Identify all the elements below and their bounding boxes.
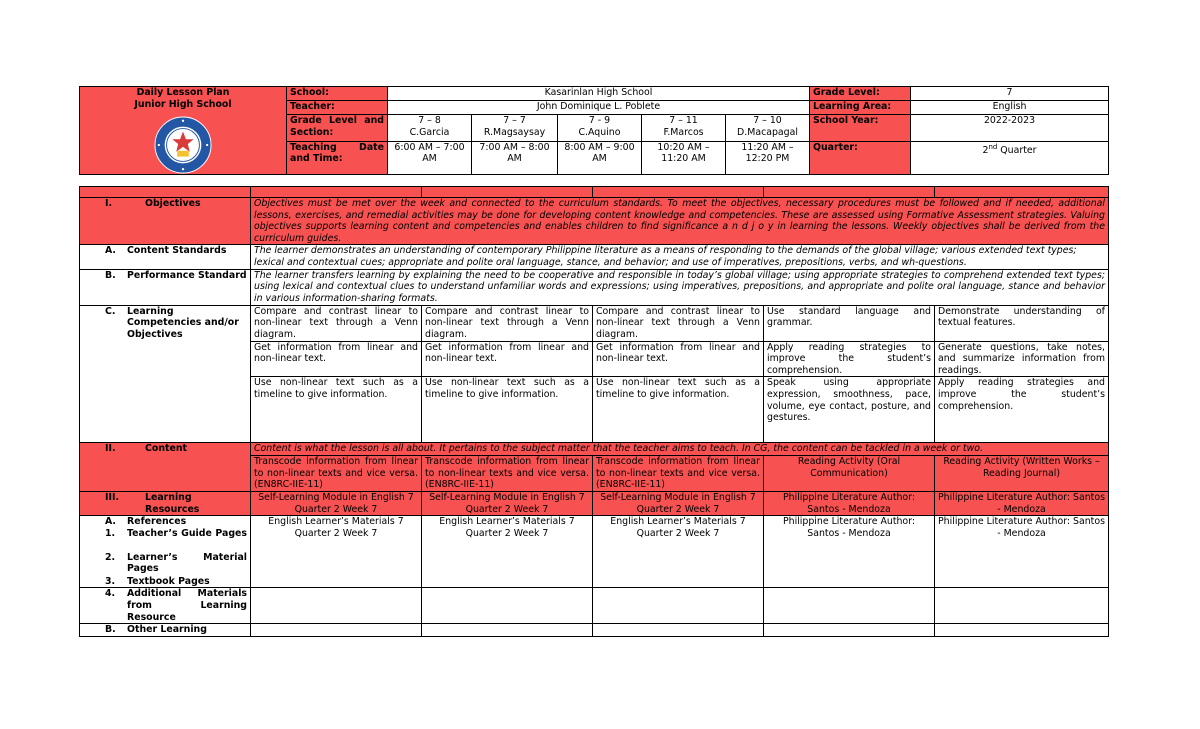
section-cell: 7 – 8 C.Garcia — [388, 114, 472, 141]
resource-cell: Self-Learning Module in English 7 Quarter 2 Week 7 — [422, 491, 593, 515]
deped-seal-logo — [154, 116, 212, 174]
header-blank-cell — [80, 187, 251, 198]
empty-cell — [764, 588, 935, 624]
competency-cell: Generate questions, take notes, and summarize information from readings. — [935, 341, 1109, 377]
textbook-pages-label: 3. Textbook Pages — [80, 576, 251, 588]
empty-cell — [764, 624, 935, 637]
title-line2: Junior High School — [134, 98, 232, 110]
learning-area-value: English — [911, 100, 1109, 114]
references-label: A. References — [80, 516, 251, 528]
competency-cell: Use non-linear text such as a timeline to give information. — [593, 377, 764, 443]
performance-standard-label: B. Performance Standard — [80, 269, 251, 305]
content-label: II. Content — [80, 443, 251, 492]
grade-level-label: Grade Level: — [810, 87, 911, 101]
content-text: Content is what the lesson is all about. It pertains to the subject matter that the teacher aims to teach. In CG, the content can be tackled in a week or two. — [251, 443, 1109, 456]
time-cell: 6:00 AM – 7:00 AM — [388, 141, 472, 174]
competency-cell: Demonstrate understanding of textual features. — [935, 305, 1109, 341]
competency-cell: Use standard language and grammar. — [764, 305, 935, 341]
objectives-label: I. Objectives — [80, 198, 251, 245]
competency-cell: Speak using appropriate expression, smoothness, pace, volume, eye contact, posture, and gestures. — [764, 377, 935, 443]
learners-material-label: 2. Learner’s Material Pages — [80, 552, 251, 576]
content-standards-label: A. Content Standards — [80, 245, 251, 269]
empty-cell — [593, 624, 764, 637]
empty-cell — [251, 624, 422, 637]
header-blank-cell — [593, 187, 764, 198]
empty-cell — [422, 588, 593, 624]
reference-cell: English Learner’s Materials 7 Quarter 2 Week 7 — [422, 516, 593, 588]
school-label: School: — [287, 87, 388, 101]
time-cell: 10:20 AM – 11:20 AM — [642, 141, 726, 174]
school-year-value: 2022-2023 — [911, 114, 1109, 141]
resource-cell: Philippine Literature Author: Santos - Mendoza — [935, 491, 1109, 515]
time-cell: 11:20 AM – 12:20 PM — [726, 141, 810, 174]
content-cell: Transcode information from linear to non-linear texts and vice versa. (EN8RC-IIE-11) — [422, 455, 593, 491]
header-blank-cell — [251, 187, 422, 198]
other-learning-label: B. Other Learning — [80, 624, 251, 637]
section-cell: 7 – 11 F.Marcos — [642, 114, 726, 141]
empty-cell — [935, 588, 1109, 624]
section-cell: 7 – 10 D.Macapagal — [726, 114, 810, 141]
content-standards-text: The learner demonstrates an understanding of contemporary Philippine literature as a means of responding to the demands of the global village; various extended text types; lexical and contextual cues; appropriate and polite oral language, stance, and behavior; and use of imperatives, prepositions, verbs, and wh-questions. — [251, 245, 1109, 269]
empty-cell — [251, 588, 422, 624]
time-cell: 8:00 AM – 9:00 AM — [558, 141, 642, 174]
objectives-text: Objectives must be met over the week and connected to the curriculum standards. To meet the objectives, necessary procedures must be followed and if needed, additional lessons, exercises, and remedial activities may be done for developing content knowledge and competencies. These are assessed using Formative Assessment strategies. Valuing objectives supports learning content and competencies and enables children to find significance a n d j o y in learning the lessons. Weekly objectives shall be derived from the curriculum guides. — [251, 198, 1109, 245]
competencies-label: C. Learning Competencies and/or Objectives — [80, 305, 251, 443]
reference-cell: Philippine Literature Author: Santos - Mendoza — [764, 516, 935, 588]
school-year-label: School Year: — [810, 114, 911, 141]
competency-cell: Apply reading strategies and improve the student’s comprehension. — [935, 377, 1109, 443]
title-line1: Daily Lesson Plan — [136, 87, 230, 98]
grade-level-value: 7 — [911, 87, 1109, 101]
competency-cell: Use non-linear text such as a timeline to give information. — [251, 377, 422, 443]
time-cell: 7:00 AM – 8:00 AM — [472, 141, 558, 174]
competency-cell: Apply reading strategies to improve the student’s comprehension. — [764, 341, 935, 377]
content-cell: Reading Activity (Written Works – Reading Journal) — [935, 455, 1109, 491]
empty-cell — [422, 624, 593, 637]
grade-section-label: Grade Level and Section: — [287, 114, 388, 141]
school-value: Kasarinlan High School — [388, 87, 810, 101]
reference-cell: Philippine Literature Author: Santos - Mendoza — [935, 516, 1109, 588]
resources-label: III. Learning Resources — [80, 491, 251, 515]
resource-cell: Philippine Literature Author: Santos - Mendoza — [764, 491, 935, 515]
quarter-label: Quarter: — [810, 141, 911, 174]
reference-cell: English Learner’s Materials 7 Quarter 2 Week 7 — [251, 516, 422, 588]
lesson-plan-table — [79, 186, 1109, 637]
content-cell: Transcode information from linear to non-linear texts and vice versa. (EN8RC-IIE-11) — [593, 455, 764, 491]
competency-cell: Get information from linear and non-linear text. — [251, 341, 422, 377]
header-blank-cell — [935, 187, 1109, 198]
empty-cell — [593, 588, 764, 624]
teacher-label: Teacher: — [287, 100, 388, 114]
quarter-value: 2nd Quarter — [911, 141, 1109, 174]
section-cell: 7 - 9 C.Aquino — [558, 114, 642, 141]
title-cell — [80, 87, 287, 175]
resource-cell: Self-Learning Module in English 7 Quarter 2 Week 7 — [593, 491, 764, 515]
competency-cell: Compare and contrast linear to non-linear text through a Venn diagram. — [593, 305, 764, 341]
header-table — [79, 86, 1109, 175]
empty-cell — [935, 624, 1109, 637]
section-cell: 7 – 7 R.Magsaysay — [472, 114, 558, 141]
performance-standard-text: The learner transfers learning by explaining the need to be cooperative and responsible in today’s global village; using appropriate strategies to comprehend extended text types; using lexical and contextual clues to understand unfamiliar words and expressions; using imperatives, prepositions, and appropriate and polite oral language, stance and behavior in various information-sharing formats. — [251, 269, 1109, 305]
competency-cell: Get information from linear and non-linear text. — [593, 341, 764, 377]
additional-materials-label: 4. Additional Materials from Learning Resource — [80, 588, 251, 624]
learning-area-label: Learning Area: — [810, 100, 911, 114]
competency-cell: Compare and contrast linear to non-linear text through a Venn diagram. — [422, 305, 593, 341]
competency-cell: Use non-linear text such as a timeline to give information. — [422, 377, 593, 443]
reference-cell: English Learner’s Materials 7 Quarter 2 Week 7 — [593, 516, 764, 588]
competency-cell: Compare and contrast linear to non-linear text through a Venn diagram. — [251, 305, 422, 341]
teaching-time-label: Teaching Date and Time: — [287, 141, 388, 174]
header-blank-cell — [422, 187, 593, 198]
resource-cell: Self-Learning Module in English 7 Quarter 2 Week 7 — [251, 491, 422, 515]
content-cell: Transcode information from linear to non-linear texts and vice versa. (EN8RC-IIE-11) — [251, 455, 422, 491]
teachers-guide-label: 1. Teacher’s Guide Pages — [80, 528, 251, 552]
competency-cell: Get information from linear and non-linear text. — [422, 341, 593, 377]
teacher-value: John Dominique L. Poblete — [388, 100, 810, 114]
content-cell: Reading Activity (Oral Communication) — [764, 455, 935, 491]
header-blank-cell — [764, 187, 935, 198]
